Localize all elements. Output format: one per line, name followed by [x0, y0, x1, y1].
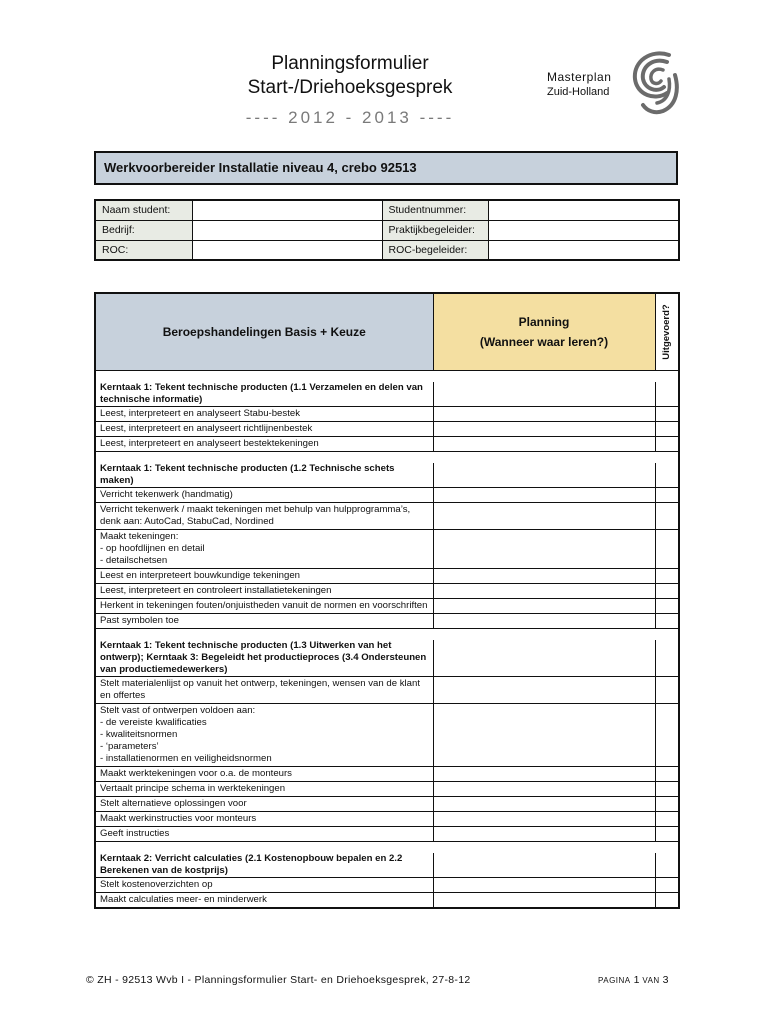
table-row — [95, 614, 679, 629]
bedrijf-field[interactable] — [192, 220, 382, 240]
beroepshandeling-text: Vertaalt principe schema in werktekeningen — [95, 782, 433, 797]
section-planning-cell[interactable] — [433, 382, 655, 407]
table-row — [95, 677, 679, 704]
page-word: PAGINA — [598, 976, 631, 985]
title-line-2: Start-/Driehoeksgesprek — [247, 77, 453, 98]
uitgevoerd-cell[interactable] — [655, 878, 679, 893]
table-row — [95, 767, 679, 782]
table-row — [95, 797, 679, 812]
section-heading-row — [95, 640, 679, 677]
planning-cell[interactable] — [433, 530, 655, 569]
beroepshandeling-text: Leest, interpreteert en analyseert richtlijnenbestek — [95, 422, 433, 437]
header-planning-title: Planning — [518, 315, 570, 329]
uitgevoerd-cell[interactable] — [655, 569, 679, 584]
spacer-cell — [433, 629, 655, 641]
planning-cell[interactable] — [433, 503, 655, 530]
beroepshandeling-text: Maakt calculaties meer- en minderwerk — [95, 893, 433, 909]
section-uitgevoerd-cell[interactable] — [655, 640, 679, 677]
brand-line-1: Masterplan — [547, 70, 612, 84]
beroepshandeling-text: Leest en interpreteert bouwkundige tekeningen — [95, 569, 433, 584]
label-naam-student: Naam student: — [95, 200, 192, 220]
header-planning — [433, 293, 655, 371]
page-total: 3 — [662, 974, 669, 986]
table-row — [95, 782, 679, 797]
label-roc-begeleider: ROC-begeleider: — [382, 240, 488, 260]
beroepshandeling-text: Stelt vast of ontwerpen voldoen aan: - de vereiste kwalificaties - kwaliteitsnormen - ‘parameters’ - installatienormen en veiligheidsnormen — [95, 704, 433, 767]
table-row — [95, 584, 679, 599]
school-years: ---- 2012 - 2013 ---- — [245, 108, 455, 127]
uitgevoerd-cell[interactable] — [655, 530, 679, 569]
planning-cell[interactable] — [433, 812, 655, 827]
page-of-word: VAN — [642, 976, 660, 985]
spacer-cell — [655, 629, 679, 641]
section-spacer — [95, 629, 679, 641]
page-title — [200, 52, 500, 100]
planning-table — [94, 292, 680, 909]
section-planning-cell[interactable] — [433, 463, 655, 488]
planning-cell[interactable] — [433, 422, 655, 437]
header-beroepshandelingen: Beroepshandelingen Basis + Keuze — [95, 293, 433, 371]
section-heading: Kerntaak 1: Tekent technische producten (1.3 Uitwerken van het ontwerp); Kerntaak 3: Begeleidt het productieproces (3.4 Ondersteunen van productiemedewerkers) — [95, 640, 433, 677]
section-planning-cell[interactable] — [433, 640, 655, 677]
beroepshandeling-text: Maakt tekeningen: - op hoofdlijnen en detail - detailschetsen — [95, 530, 433, 569]
beroepshandeling-text: Herkent in tekeningen fouten/onjuistheden vanuit de normen en voorschriften — [95, 599, 433, 614]
beroepshandeling-text: Stelt materialenlijst op vanuit het ontwerp, tekeningen, wensen van de klant en offertes — [95, 677, 433, 704]
uitgevoerd-cell[interactable] — [655, 614, 679, 629]
section-spacer — [95, 452, 679, 464]
uitgevoerd-cell[interactable] — [655, 584, 679, 599]
table-row — [95, 569, 679, 584]
beroepshandeling-text: Verricht tekenwerk (handmatig) — [95, 488, 433, 503]
table-row — [95, 893, 679, 909]
table-row — [95, 599, 679, 614]
spacer-cell — [433, 452, 655, 464]
planning-cell[interactable] — [433, 437, 655, 452]
planning-cell[interactable] — [433, 767, 655, 782]
spacer-cell — [433, 371, 655, 383]
label-praktijkbegeleider: Praktijkbegeleider: — [382, 220, 488, 240]
table-row — [95, 827, 679, 842]
beroepshandeling-text: Verricht tekenwerk / maakt tekeningen met behulp van hulpprogramma’s, denk aan: AutoCad, StabuCad, Nordined — [95, 503, 433, 530]
studentnummer-field[interactable] — [488, 200, 679, 220]
uitgevoerd-cell[interactable] — [655, 797, 679, 812]
table-row — [95, 530, 679, 569]
beroepshandeling-text: Geeft instructies — [95, 827, 433, 842]
beroepshandeling-text: Stelt kostenoverzichten op — [95, 878, 433, 893]
section-heading: Kerntaak 1: Tekent technische producten (1.2 Technische schets maken) — [95, 463, 433, 488]
brand-line-2: Zuid-Holland — [547, 86, 610, 98]
uitgevoerd-cell[interactable] — [655, 599, 679, 614]
student-row — [95, 220, 679, 240]
header-planning-subtitle: (Wanneer waar leren?) — [479, 335, 609, 349]
label-roc: ROC: — [95, 240, 192, 260]
roc-begeleider-field[interactable] — [488, 240, 679, 260]
qualification-banner — [94, 151, 678, 185]
uitgevoerd-cell[interactable] — [655, 704, 679, 767]
page-current: 1 — [633, 974, 640, 986]
planning-cell[interactable] — [433, 677, 655, 704]
page-number — [598, 974, 668, 986]
planning-cell[interactable] — [433, 614, 655, 629]
student-info-table — [94, 199, 680, 261]
beroepshandeling-text: Leest, interpreteert en controleert installatietekeningen — [95, 584, 433, 599]
label-bedrijf: Bedrijf: — [95, 220, 192, 240]
header-uitgevoerd-label: Uitgevoerd? — [660, 304, 672, 360]
footer-text: © ZH - 92513 Wvb I - Planningsformulier Start- en Driehoeksgesprek, 27-8-12 — [86, 974, 471, 986]
uitgevoerd-cell[interactable] — [655, 782, 679, 797]
table-row — [95, 407, 679, 422]
planning-cell[interactable] — [433, 584, 655, 599]
naam-student-field[interactable] — [192, 200, 382, 220]
planning-cell[interactable] — [433, 878, 655, 893]
spacer-cell — [95, 452, 433, 464]
beroepshandeling-text: Maakt werktekeningen voor o.a. de monteurs — [95, 767, 433, 782]
uitgevoerd-cell[interactable] — [655, 437, 679, 452]
planning-cell[interactable] — [433, 893, 655, 909]
beroepshandeling-text: Leest, interpreteert en analyseert Stabu-bestek — [95, 407, 433, 422]
roc-field[interactable] — [192, 240, 382, 260]
table-row — [95, 812, 679, 827]
planning-cell[interactable] — [433, 797, 655, 812]
section-heading-row — [95, 853, 679, 878]
table-row — [95, 437, 679, 452]
uitgevoerd-cell[interactable] — [655, 767, 679, 782]
student-row — [95, 240, 679, 260]
beroepshandeling-text: Leest, interpreteert en analyseert bestektekeningen — [95, 437, 433, 452]
uitgevoerd-cell[interactable] — [655, 407, 679, 422]
uitgevoerd-cell[interactable] — [655, 827, 679, 842]
section-heading-row — [95, 382, 679, 407]
qualification-title: Werkvoorbereider Installatie niveau 4, crebo 92513 — [104, 160, 417, 175]
planning-cell[interactable] — [433, 569, 655, 584]
section-uitgevoerd-cell[interactable] — [655, 382, 679, 407]
spacer-cell — [655, 452, 679, 464]
planning-cell[interactable] — [433, 704, 655, 767]
table-row — [95, 878, 679, 893]
label-studentnummer: Studentnummer: — [382, 200, 488, 220]
spacer-cell — [95, 371, 433, 383]
section-heading: Kerntaak 1: Tekent technische producten (1.1 Verzamelen en delen van technische informatie) — [95, 382, 433, 407]
uitgevoerd-cell[interactable] — [655, 422, 679, 437]
table-row — [95, 422, 679, 437]
spacer-cell — [95, 842, 433, 854]
spacer-cell — [655, 371, 679, 383]
planning-cell[interactable] — [433, 407, 655, 422]
section-spacer — [95, 842, 679, 854]
section-heading: Kerntaak 2: Verricht calculaties (2.1 Kostenopbouw bepalen en 2.2 Berekenen van de kostprijs) — [95, 853, 433, 878]
uitgevoerd-cell[interactable] — [655, 503, 679, 530]
praktijkbegeleider-field[interactable] — [488, 220, 679, 240]
uitgevoerd-cell[interactable] — [655, 677, 679, 704]
section-heading-row — [95, 463, 679, 488]
student-row — [95, 200, 679, 220]
table-row — [95, 488, 679, 503]
uitgevoerd-cell[interactable] — [655, 812, 679, 827]
beroepshandeling-text: Maakt werkinstructies voor monteurs — [95, 812, 433, 827]
masterplan-spiral-logo-icon — [629, 49, 685, 115]
planning-cell[interactable] — [433, 488, 655, 503]
table-row — [95, 503, 679, 530]
header-uitgevoerd — [655, 293, 679, 371]
spacer-cell — [95, 629, 433, 641]
planning-table-header — [95, 293, 679, 371]
table-row — [95, 704, 679, 767]
spacer-cell — [655, 842, 679, 854]
spacer-cell — [433, 842, 655, 854]
planning-cell[interactable] — [433, 827, 655, 842]
title-line-1: Planningsformulier — [271, 53, 429, 74]
section-spacer — [95, 371, 679, 383]
planning-cell[interactable] — [433, 782, 655, 797]
uitgevoerd-cell[interactable] — [655, 893, 679, 909]
section-planning-cell[interactable] — [433, 853, 655, 878]
beroepshandeling-text: Past symbolen toe — [95, 614, 433, 629]
section-uitgevoerd-cell[interactable] — [655, 463, 679, 488]
uitgevoerd-cell[interactable] — [655, 488, 679, 503]
beroepshandeling-text: Stelt alternatieve oplossingen voor — [95, 797, 433, 812]
brand-text — [547, 70, 611, 100]
planning-cell[interactable] — [433, 599, 655, 614]
section-uitgevoerd-cell[interactable] — [655, 853, 679, 878]
